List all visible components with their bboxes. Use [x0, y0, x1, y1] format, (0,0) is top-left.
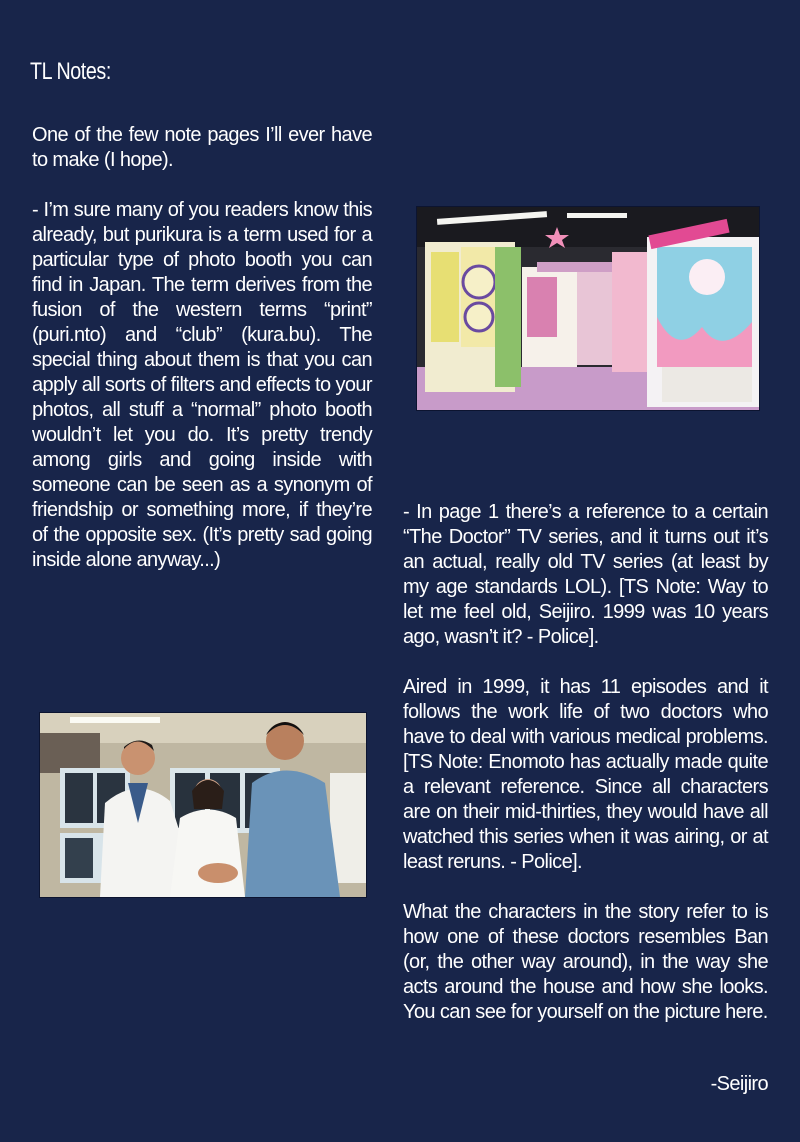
purikura-booth-photo — [416, 206, 760, 411]
characters-paragraph: What the characters in the story refer to is how one of these doctors resembles Ban (or, the other way around), in the way she acts around the house and how she looks. You can see for yourself on the picture here. — [403, 901, 768, 1023]
left-column — [32, 123, 372, 573]
the-doctor-tv-still-photo — [39, 712, 367, 898]
page-title: TL Notes: — [30, 58, 111, 85]
aired-paragraph: Aired in 1999, it has 11 episodes and it follows the work life of two doctors who have to deal with various medical problems. [TS Note: Enomoto has actually made quite a relevant reference. Since all characters are on their mid-thirties, they would have all watched this series when it was airing, or at least reruns. - Police]. — [403, 676, 768, 873]
purikura-paragraph: - I’m sure many of you readers know this already, but purikura is a term used for a particular type of photo booth you can find in Japan. The term derives from the fusion of the western terms “print” (puri.nto) and “club” (kura.bu). The special thing about them is that you can apply all sorts of filters and effects to your photos, all stuff a “normal” photo booth wouldn’t let you do. It’s pretty trendy among girls and going inside with someone can be seen as a synonym of friendship or something more, if they’re of the opposite sex. (It’s pretty sad going inside alone anyway...) — [32, 199, 372, 571]
signature: -Seijiro — [710, 1073, 768, 1095]
the-doctor-paragraph: - In page 1 there’s a reference to a certain “The Doctor” TV series, and it turns out it’s an actual, really old TV series (at least by my age standards LOL). [TS Note: Way to let me feel old, Seijiro. 1999 was 10 years ago, wasn’t it? - Police]. — [403, 501, 768, 648]
right-column — [403, 500, 768, 1025]
intro-paragraph: One of the few note pages I’ll ever have to make (I hope). — [32, 124, 372, 171]
